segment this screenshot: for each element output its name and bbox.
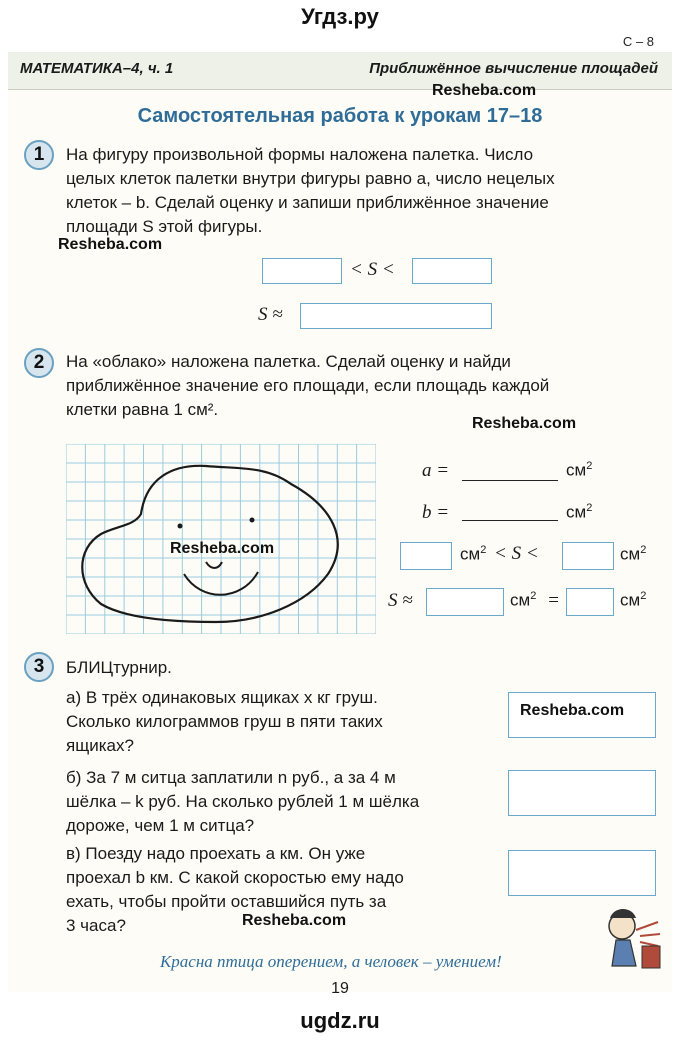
task1-inequality: < S < (350, 259, 395, 280)
task2-final-input[interactable] (566, 588, 614, 616)
task2-approx-label: S ≈ (388, 590, 413, 611)
task3-c-line: ехать, чтобы пройти оставшийся путь за (66, 892, 387, 911)
task1-line: клеток – b. Сделай оценку и запиши приближённое значение (66, 193, 549, 212)
cloud-nose (206, 562, 222, 568)
task3-b-answer-box[interactable] (508, 770, 656, 816)
unit-sup: 2 (586, 502, 593, 514)
task3-a-text (66, 686, 496, 758)
task3-a-line: Сколько килограммов груш в пяти таких (66, 712, 383, 731)
task2-a-unit (566, 460, 592, 481)
task2-a-label: a = (422, 460, 450, 481)
task3-a-line: а) В трёх одинаковых ящиках x кг груш. (66, 688, 378, 707)
task-number-2: 2 (24, 348, 54, 378)
task2-upper-unit (620, 544, 646, 565)
task2-b-label: b = (422, 502, 450, 523)
unit-text: см (460, 544, 481, 564)
task2-inequality: < S < (494, 543, 539, 564)
unit-text: см (510, 590, 531, 610)
header-subject: МАТЕМАТИКА–4, ч. 1 (20, 60, 174, 77)
unit-sup: 2 (640, 544, 647, 556)
task1-line: На фигуру произвольной формы наложена палетка. Число (66, 145, 534, 164)
task1-line: целых клеток палетки внутри фигуры равно a, число нецелых (66, 169, 555, 188)
task3-c-line: 3 часа? (66, 916, 126, 935)
task2-approx-unit (510, 590, 536, 611)
cloud-eye-right (250, 518, 255, 523)
task2-lower-unit (460, 544, 486, 565)
task3-b-line: б) За 7 м ситца заплатили n руб., а за 4 м (66, 768, 396, 787)
unit-text: см (620, 544, 641, 564)
site-title-top: Угдз.ру (301, 4, 379, 29)
unit-sup: 2 (586, 460, 593, 472)
task2-lower-bound-input[interactable] (400, 542, 452, 570)
unit-text: см (566, 502, 587, 522)
task1-lower-bound-input[interactable] (262, 258, 342, 284)
watermark: Resheba.com (242, 912, 347, 929)
task1-approx-input[interactable] (300, 303, 492, 329)
task1-approx-label: S ≈ (258, 304, 283, 325)
task3-c-line: проехал b км. С какой скоростью ему надо (66, 868, 404, 887)
site-title-bottom: ugdz.ru (300, 1008, 380, 1033)
task2-a-answer-line[interactable] (462, 480, 558, 481)
watermark: Resheba.com (432, 82, 537, 99)
task2-b-unit (566, 502, 592, 523)
unit-sup: 2 (530, 590, 537, 602)
task2-upper-bound-input[interactable] (562, 542, 614, 570)
watermark: Resheba.com (520, 702, 625, 719)
task2-b-answer-line[interactable] (462, 520, 558, 521)
task2-line: клетки равна 1 см². (66, 400, 219, 419)
task2-approx-input[interactable] (426, 588, 504, 616)
task3-title: БЛИЦтурнир. (66, 658, 172, 677)
palette-grid (66, 444, 376, 634)
task2-text (66, 350, 549, 422)
unit-text: см (620, 590, 641, 610)
task1-upper-bound-input[interactable] (412, 258, 492, 284)
footer-proverb: Красна птица оперением, а человек – умением! (160, 952, 502, 971)
task3-b-line: шёлка – k руб. На сколько рублей 1 м шёлка (66, 792, 420, 811)
unit-sup: 2 (640, 590, 647, 602)
task1-text (66, 143, 555, 239)
unit-sup: 2 (480, 544, 487, 556)
cloud-eye-left (178, 524, 183, 529)
task2-final-unit (620, 590, 646, 611)
task3-a-line: ящиках? (66, 736, 134, 755)
header-topic: Приближённое вычисление площадей (369, 60, 658, 77)
task2-line: На «облако» наложена палетка. Сделай оценку и найди (66, 352, 511, 371)
section-title: Самостоятельная работа к урокам 17–18 (137, 105, 543, 127)
task2-line: приближённое значение его площади, если площадь каждой (66, 376, 550, 395)
watermark: Resheba.com (472, 415, 577, 432)
grid-cloud-figure (66, 444, 376, 634)
watermark: Resheba.com (170, 540, 275, 557)
watermark: Resheba.com (58, 236, 163, 253)
task-number-3: 3 (24, 652, 54, 682)
task3-b-line: дороже, чем 1 м ситца? (66, 816, 255, 835)
task3-c-line: в) Поезду надо проехать a км. Он уже (66, 844, 366, 863)
cartoon-character-illustration (596, 900, 666, 976)
task2-equals: = (547, 590, 560, 611)
task3-c-answer-box[interactable] (508, 850, 656, 896)
task3-b-text (66, 766, 506, 838)
page-code: С – 8 (622, 34, 654, 49)
unit-text: см (566, 460, 587, 480)
page-number: 19 (331, 980, 349, 997)
task1-line: площади S этой фигуры. (66, 217, 263, 236)
task-number-1: 1 (24, 140, 54, 170)
